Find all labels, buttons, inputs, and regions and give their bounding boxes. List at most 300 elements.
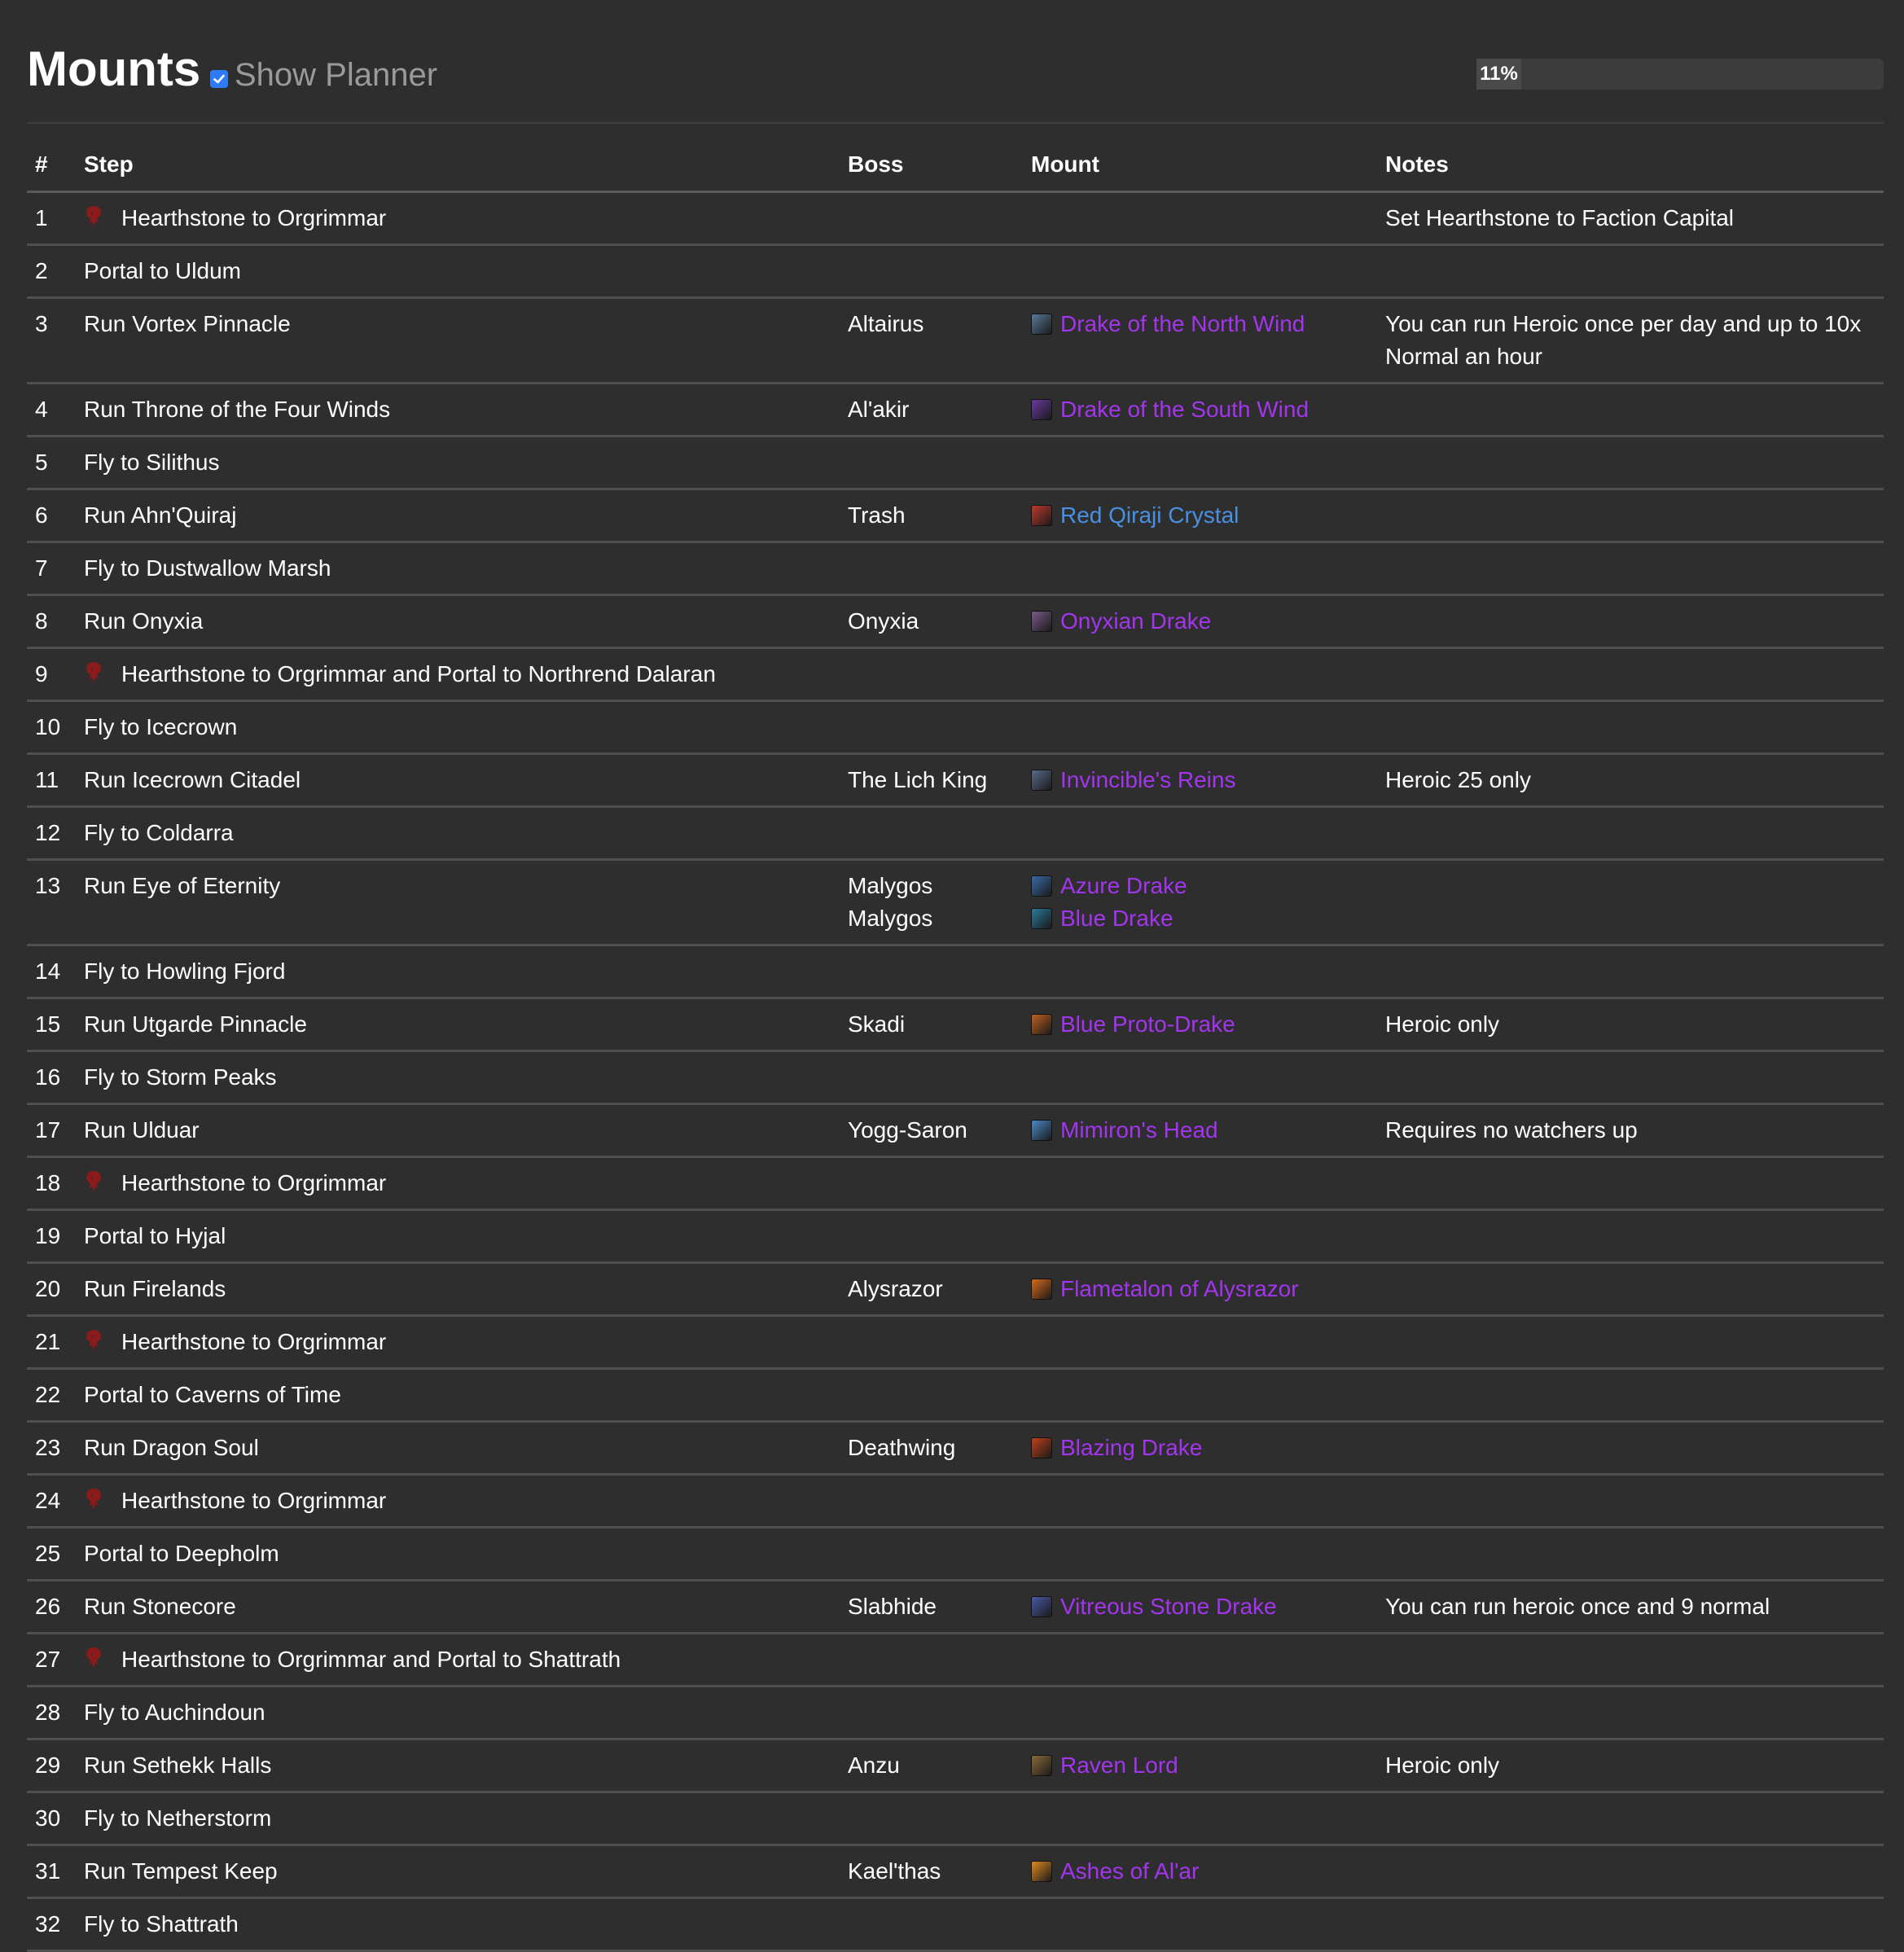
- table-row: [27, 1316, 1884, 1369]
- table-row: [27, 945, 1884, 998]
- mount-name: Blue Drake: [1060, 906, 1174, 931]
- step-cell: [76, 1210, 840, 1263]
- step-number: 11: [27, 754, 76, 807]
- mimirons-head-icon: [1031, 1120, 1052, 1141]
- notes-cell: [1377, 945, 1884, 998]
- horde-icon: [84, 1169, 103, 1192]
- mount-cell: [1023, 807, 1377, 860]
- boss-cell: [840, 245, 1023, 298]
- step-number: 26: [27, 1581, 76, 1634]
- step-text: Run Tempest Keep: [84, 1858, 278, 1884]
- table-row: [27, 1369, 1884, 1422]
- progress-label: 11%: [1480, 63, 1518, 85]
- step-text: Run Ahn'Quiraj: [84, 502, 237, 528]
- boss-cell: [840, 192, 1023, 245]
- step-cell: [76, 1634, 840, 1687]
- step-text: Fly to Shattrath: [84, 1911, 239, 1937]
- mount-cell: [1023, 1051, 1377, 1104]
- step-number: 22: [27, 1369, 76, 1422]
- mount-cell: [1023, 245, 1377, 298]
- mount-link[interactable]: [1031, 308, 1369, 340]
- step-cell: [76, 701, 840, 754]
- step-cell: [76, 807, 840, 860]
- mount-cell: [1023, 192, 1377, 245]
- step-number: 9: [27, 648, 76, 701]
- step-text: Run Stonecore: [84, 1594, 236, 1619]
- step-text: Hearthstone to Orgrimmar: [121, 1329, 387, 1354]
- notes-cell: Heroic only: [1377, 1739, 1884, 1792]
- step-text: Run Throne of the Four Winds: [84, 397, 391, 422]
- table-row: [27, 1157, 1884, 1210]
- boss-cell: [840, 1581, 1023, 1634]
- table-row: [27, 1210, 1884, 1263]
- table-row: [27, 1845, 1884, 1898]
- mount-name: Drake of the South Wind: [1060, 397, 1310, 422]
- step-text: Fly to Netherstorm: [84, 1805, 272, 1831]
- horde-icon: [84, 1646, 103, 1669]
- step-text: Fly to Silithus: [84, 450, 220, 475]
- notes-cell: Heroic 25 only: [1377, 754, 1884, 807]
- table-row: [27, 1104, 1884, 1157]
- table-row: [27, 1792, 1884, 1845]
- table-row: [27, 1739, 1884, 1792]
- table-row: [27, 542, 1884, 595]
- step-text: Run Onyxia: [84, 608, 204, 634]
- mount-cell: [1023, 1528, 1377, 1581]
- step-text: Fly to Storm Peaks: [84, 1064, 277, 1090]
- boss-cell: [840, 860, 1023, 945]
- notes-cell: [1377, 436, 1884, 489]
- horde-icon: [84, 1487, 103, 1510]
- step-cell: [76, 1369, 840, 1422]
- table-row: [27, 595, 1884, 648]
- step-text: Hearthstone to Orgrimmar: [121, 1488, 387, 1513]
- table-row: [27, 384, 1884, 436]
- table-row: [27, 298, 1884, 384]
- step-text: Fly to Dustwallow Marsh: [84, 555, 331, 581]
- mount-link[interactable]: [1031, 1008, 1369, 1041]
- notes-cell: Heroic only: [1377, 998, 1884, 1051]
- mount-name: Flametalon of Alysrazor: [1060, 1276, 1299, 1301]
- step-text: Hearthstone to Orgrimmar: [121, 1170, 387, 1195]
- drake-north-wind-icon: [1031, 314, 1052, 335]
- page-title: Mounts: [27, 42, 201, 96]
- step-cell: [76, 1157, 840, 1210]
- step-number: 23: [27, 1422, 76, 1475]
- notes-cell: [1377, 1316, 1884, 1369]
- mount-link[interactable]: [1031, 1273, 1369, 1305]
- horde-icon: [84, 1328, 103, 1351]
- step-cell: [76, 595, 840, 648]
- table-body: [27, 192, 1884, 1951]
- boss-cell: [840, 1210, 1023, 1263]
- progress-bar: [1476, 59, 1884, 90]
- step-number: 21: [27, 1316, 76, 1369]
- table-row: [27, 1898, 1884, 1951]
- step-cell: [76, 436, 840, 489]
- mount-name: Invincible's Reins: [1060, 767, 1236, 792]
- step-number: 17: [27, 1104, 76, 1157]
- step-number: 10: [27, 701, 76, 754]
- progress-fill: [1476, 59, 1521, 90]
- notes-cell: [1377, 1051, 1884, 1104]
- mount-cell: [1023, 860, 1377, 945]
- mount-cell: [1023, 1263, 1377, 1316]
- step-number: 6: [27, 489, 76, 542]
- blazing-drake-icon: [1031, 1437, 1052, 1459]
- step-cell: [76, 945, 840, 998]
- table-row: [27, 1634, 1884, 1687]
- boss-cell: [840, 542, 1023, 595]
- step-number: 27: [27, 1634, 76, 1687]
- mount-cell: [1023, 542, 1377, 595]
- step-cell: [76, 1898, 840, 1951]
- notes-cell: [1377, 1210, 1884, 1263]
- red-qiraji-crystal-icon: [1031, 505, 1052, 526]
- boss-cell: [840, 1104, 1023, 1157]
- step-cell: [76, 1687, 840, 1739]
- mount-link[interactable]: [1031, 1855, 1369, 1888]
- boss-cell: [840, 1051, 1023, 1104]
- step-text: Run Ulduar: [84, 1117, 200, 1143]
- show-planner-toggle[interactable]: [210, 50, 437, 99]
- flametalon-icon: [1031, 1279, 1052, 1300]
- boss-cell: [840, 1845, 1023, 1898]
- boss-name: Trash: [848, 502, 906, 528]
- column-header-mount[interactable]: Mount: [1023, 138, 1377, 192]
- notes-cell: You can run heroic once and 9 normal: [1377, 1581, 1884, 1634]
- notes-cell: [1377, 1845, 1884, 1898]
- mount-cell: [1023, 1157, 1377, 1210]
- step-text: Fly to Howling Fjord: [84, 958, 286, 984]
- table-row: [27, 1051, 1884, 1104]
- mount-link[interactable]: [1031, 605, 1369, 638]
- notes-cell: [1377, 1634, 1884, 1687]
- boss-name: Onyxia: [848, 608, 919, 634]
- boss-cell: [840, 807, 1023, 860]
- show-planner-checkbox[interactable]: [210, 70, 228, 88]
- step-number: 25: [27, 1528, 76, 1581]
- boss-name: The Lich King: [848, 767, 988, 792]
- boss-cell: [840, 1263, 1023, 1316]
- ashes-of-alar-icon: [1031, 1861, 1052, 1882]
- page-header: [27, 33, 1884, 124]
- table-row: [27, 1528, 1884, 1581]
- mount-cell: [1023, 1316, 1377, 1369]
- notes-cell: Set Hearthstone to Faction Capital: [1377, 192, 1884, 245]
- step-text: Run Firelands: [84, 1276, 226, 1301]
- column-header-notes[interactable]: Notes: [1377, 138, 1884, 192]
- column-header-boss[interactable]: Boss: [840, 138, 1023, 192]
- mounts-table: [27, 138, 1884, 1952]
- step-cell: [76, 489, 840, 542]
- table-row: [27, 1263, 1884, 1316]
- mount-link[interactable]: [1031, 1114, 1369, 1147]
- step-number: 5: [27, 436, 76, 489]
- boss-cell: [840, 489, 1023, 542]
- boss-cell: [840, 1898, 1023, 1951]
- mount-cell: [1023, 1475, 1377, 1528]
- mount-link[interactable]: [1031, 764, 1369, 796]
- notes-cell: [1377, 1369, 1884, 1422]
- boss-cell: [840, 1422, 1023, 1475]
- table-row: [27, 1422, 1884, 1475]
- step-number: 12: [27, 807, 76, 860]
- table-row: [27, 860, 1884, 945]
- notes-cell: [1377, 1792, 1884, 1845]
- boss-cell: [840, 648, 1023, 701]
- table-row: [27, 192, 1884, 245]
- boss-cell: [840, 998, 1023, 1051]
- mount-name: Red Qiraji Crystal: [1060, 502, 1239, 528]
- mount-name: Blazing Drake: [1060, 1435, 1203, 1460]
- table-row: [27, 1581, 1884, 1634]
- step-number: 14: [27, 945, 76, 998]
- mount-cell: [1023, 436, 1377, 489]
- mount-link[interactable]: [1031, 902, 1369, 935]
- notes-cell: [1377, 489, 1884, 542]
- boss-cell: [840, 1316, 1023, 1369]
- step-text: Run Eye of Eternity: [84, 873, 281, 898]
- mount-cell: [1023, 595, 1377, 648]
- mount-cell: [1023, 1369, 1377, 1422]
- mount-cell: [1023, 1687, 1377, 1739]
- step-cell: [76, 1581, 840, 1634]
- boss-cell: [840, 1687, 1023, 1739]
- mount-cell: [1023, 1581, 1377, 1634]
- mount-cell: [1023, 648, 1377, 701]
- step-cell: [76, 245, 840, 298]
- notes-cell: Requires no watchers up: [1377, 1104, 1884, 1157]
- notes-cell: [1377, 648, 1884, 701]
- mount-link[interactable]: [1031, 870, 1369, 902]
- invincibles-reins-icon: [1031, 770, 1052, 791]
- step-cell: [76, 384, 840, 436]
- mount-link[interactable]: [1031, 499, 1369, 532]
- notes-cell: [1377, 1263, 1884, 1316]
- boss-cell: [840, 701, 1023, 754]
- step-cell: [76, 998, 840, 1051]
- horde-icon: [84, 660, 103, 683]
- step-cell: [76, 1422, 840, 1475]
- blue-drake-icon: [1031, 908, 1052, 929]
- checkmark-icon: [212, 72, 226, 86]
- notes-cell: [1377, 1898, 1884, 1951]
- mount-cell: [1023, 298, 1377, 384]
- boss-cell: [840, 1792, 1023, 1845]
- mount-cell: [1023, 1104, 1377, 1157]
- table-row: [27, 701, 1884, 754]
- step-text: Hearthstone to Orgrimmar and Portal to Shattrath: [121, 1647, 621, 1672]
- step-number: 8: [27, 595, 76, 648]
- mount-name: Mimiron's Head: [1060, 1117, 1218, 1143]
- step-text: Fly to Auchindoun: [84, 1700, 265, 1725]
- step-cell: [76, 1528, 840, 1581]
- mount-cell: [1023, 754, 1377, 807]
- notes-cell: [1377, 384, 1884, 436]
- mount-cell: [1023, 701, 1377, 754]
- boss-cell: [840, 945, 1023, 998]
- step-number: 30: [27, 1792, 76, 1845]
- step-text: Portal to Deepholm: [84, 1541, 279, 1566]
- step-number: 16: [27, 1051, 76, 1104]
- notes-cell: [1377, 542, 1884, 595]
- mount-name: Onyxian Drake: [1060, 608, 1212, 634]
- boss-cell: [840, 1634, 1023, 1687]
- boss-cell: [840, 595, 1023, 648]
- mount-name: Raven Lord: [1060, 1752, 1178, 1778]
- mount-cell: [1023, 1845, 1377, 1898]
- boss-name: Slabhide: [848, 1594, 937, 1619]
- mount-link[interactable]: [1031, 1432, 1369, 1464]
- step-number: 13: [27, 860, 76, 945]
- step-number: 7: [27, 542, 76, 595]
- raven-lord-icon: [1031, 1755, 1052, 1776]
- boss-cell: [840, 384, 1023, 436]
- step-text: Portal to Caverns of Time: [84, 1382, 341, 1407]
- step-number: 15: [27, 998, 76, 1051]
- notes-cell: You can run Heroic once per day and up to 10x Normal an hour: [1377, 298, 1884, 384]
- step-cell: [76, 1792, 840, 1845]
- notes-cell: [1377, 701, 1884, 754]
- step-cell: [76, 1263, 840, 1316]
- step-cell: [76, 754, 840, 807]
- step-cell: [76, 1316, 840, 1369]
- table-row: [27, 998, 1884, 1051]
- notes-cell: [1377, 1528, 1884, 1581]
- step-text: Run Utgarde Pinnacle: [84, 1011, 307, 1037]
- step-number: 19: [27, 1210, 76, 1263]
- mount-cell: [1023, 1898, 1377, 1951]
- boss-name: Deathwing: [848, 1435, 956, 1460]
- mount-cell: [1023, 1422, 1377, 1475]
- step-cell: [76, 860, 840, 945]
- step-number: 4: [27, 384, 76, 436]
- boss-name: Malygos: [848, 873, 933, 898]
- step-number: 28: [27, 1687, 76, 1739]
- boss-cell: [840, 754, 1023, 807]
- notes-cell: [1377, 1422, 1884, 1475]
- show-planner-label: Show Planner: [235, 57, 438, 93]
- boss-name: Alysrazor: [848, 1276, 943, 1301]
- step-text: Hearthstone to Orgrimmar: [121, 205, 387, 230]
- step-cell: [76, 298, 840, 384]
- table-row: [27, 1687, 1884, 1739]
- table-row: [27, 1475, 1884, 1528]
- horde-icon: [84, 204, 103, 227]
- boss-cell: [840, 1528, 1023, 1581]
- step-text: Portal to Hyjal: [84, 1223, 226, 1248]
- blue-proto-drake-icon: [1031, 1014, 1052, 1035]
- step-cell: [76, 192, 840, 245]
- notes-cell: [1377, 1687, 1884, 1739]
- mount-cell: [1023, 384, 1377, 436]
- boss-name: Altairus: [848, 311, 924, 336]
- step-number: 29: [27, 1739, 76, 1792]
- notes-cell: [1377, 1475, 1884, 1528]
- step-text: Run Dragon Soul: [84, 1435, 259, 1460]
- mount-link[interactable]: [1031, 1590, 1369, 1623]
- step-text: Fly to Icecrown: [84, 714, 238, 739]
- boss-name: Malygos: [848, 906, 933, 931]
- boss-cell: [840, 1739, 1023, 1792]
- step-number: 1: [27, 192, 76, 245]
- mount-name: Vitreous Stone Drake: [1060, 1594, 1277, 1619]
- step-number: 3: [27, 298, 76, 384]
- notes-cell: [1377, 245, 1884, 298]
- step-text: Run Icecrown Citadel: [84, 767, 301, 792]
- boss-name: Al'akir: [848, 397, 910, 422]
- boss-cell: [840, 298, 1023, 384]
- mount-cell: [1023, 998, 1377, 1051]
- boss-cell: [840, 436, 1023, 489]
- table-row: [27, 648, 1884, 701]
- step-number: 32: [27, 1898, 76, 1951]
- table-row: [27, 245, 1884, 298]
- step-text: Portal to Uldum: [84, 258, 241, 283]
- onyxian-drake-icon: [1031, 611, 1052, 632]
- mount-cell: [1023, 1739, 1377, 1792]
- table-row: [27, 754, 1884, 807]
- boss-name: Skadi: [848, 1011, 906, 1037]
- step-cell: [76, 1104, 840, 1157]
- column-header-number[interactable]: #: [27, 138, 76, 192]
- table-header-row: [27, 138, 1884, 192]
- drake-south-wind-icon: [1031, 399, 1052, 420]
- step-cell: [76, 1051, 840, 1104]
- boss-name: Kael'thas: [848, 1858, 941, 1884]
- azure-drake-icon: [1031, 875, 1052, 897]
- table-row: [27, 807, 1884, 860]
- step-text: Hearthstone to Orgrimmar and Portal to Northrend Dalaran: [121, 661, 716, 686]
- mount-link[interactable]: [1031, 393, 1369, 426]
- mount-name: Drake of the North Wind: [1060, 311, 1305, 336]
- step-text: Run Sethekk Halls: [84, 1752, 272, 1778]
- step-number: 2: [27, 245, 76, 298]
- boss-name: Yogg-Saron: [848, 1117, 967, 1143]
- step-cell: [76, 1739, 840, 1792]
- mount-cell: [1023, 1210, 1377, 1263]
- step-number: 31: [27, 1845, 76, 1898]
- step-number: 20: [27, 1263, 76, 1316]
- notes-cell: [1377, 595, 1884, 648]
- vitreous-stone-drake-icon: [1031, 1596, 1052, 1617]
- mount-cell: [1023, 945, 1377, 998]
- mount-cell: [1023, 489, 1377, 542]
- table-row: [27, 489, 1884, 542]
- step-text: Run Vortex Pinnacle: [84, 311, 291, 336]
- boss-cell: [840, 1157, 1023, 1210]
- step-number: 24: [27, 1475, 76, 1528]
- mount-name: Blue Proto-Drake: [1060, 1011, 1235, 1037]
- notes-cell: [1377, 860, 1884, 945]
- mount-cell: [1023, 1634, 1377, 1687]
- mount-cell: [1023, 1792, 1377, 1845]
- boss-cell: [840, 1369, 1023, 1422]
- table-row: [27, 436, 1884, 489]
- boss-name: Anzu: [848, 1752, 900, 1778]
- mount-name: Ashes of Al'ar: [1060, 1858, 1200, 1884]
- column-header-step[interactable]: Step: [76, 138, 840, 192]
- step-number: 18: [27, 1157, 76, 1210]
- notes-cell: [1377, 1157, 1884, 1210]
- notes-cell: [1377, 807, 1884, 860]
- mount-link[interactable]: [1031, 1749, 1369, 1782]
- boss-cell: [840, 1475, 1023, 1528]
- mount-name: Azure Drake: [1060, 873, 1187, 898]
- step-cell: [76, 1475, 840, 1528]
- step-text: Fly to Coldarra: [84, 820, 234, 845]
